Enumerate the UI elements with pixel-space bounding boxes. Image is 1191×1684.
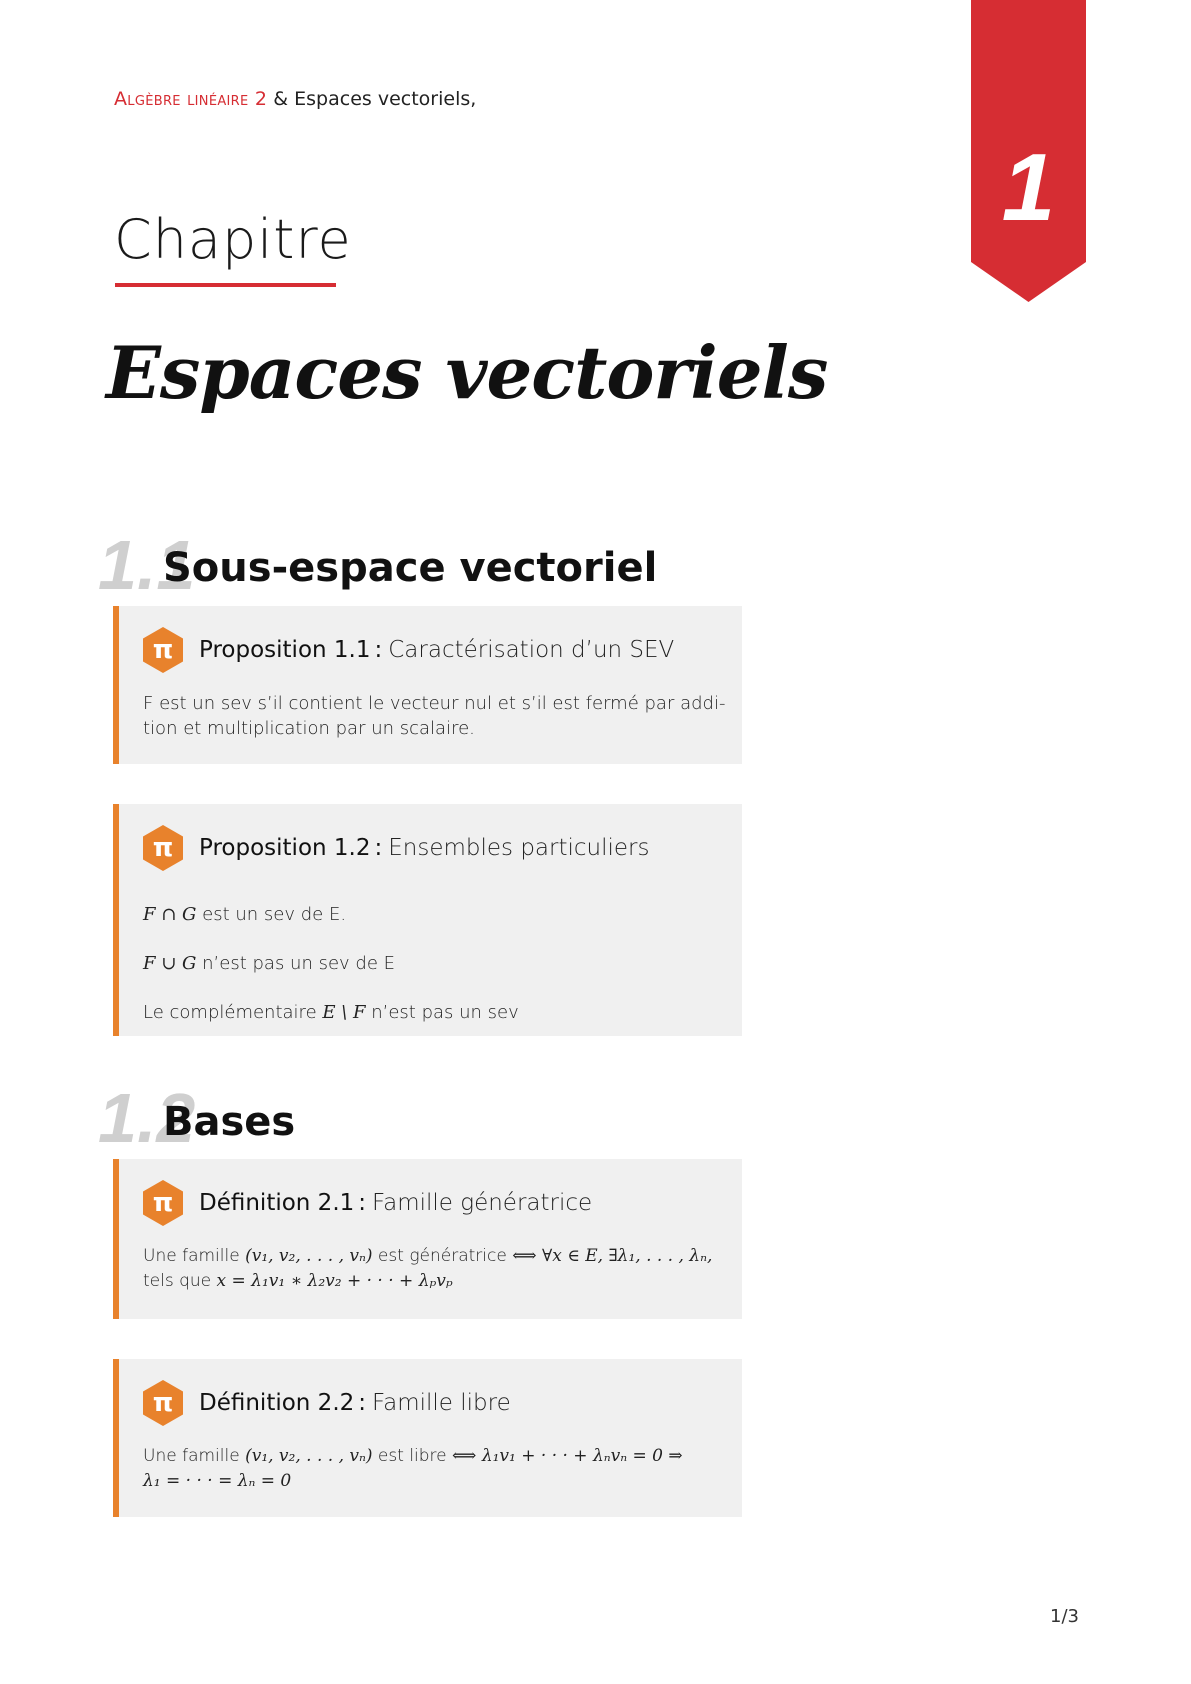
line-text: Le complémentaire [143,1002,323,1023]
proposition-box [113,606,742,764]
box-separator: : [374,637,383,663]
math-expression: E \ F [322,1002,366,1023]
chapter-title: Espaces vectoriels [106,330,828,415]
box-separator: : [358,1390,367,1416]
box-title: Famille génératrice [372,1190,593,1216]
definition-box [113,1359,742,1517]
math-expression: ⟺ ∀x ∈ E, ∃λ₁, . . . , λₙ, [512,1246,713,1266]
box-title: Ensembles particuliers [388,835,650,861]
box-line [143,939,732,988]
page-number: 1/3 [1050,1606,1079,1627]
box-kind: Proposition 1.1 [199,637,371,663]
box-kind: Définition 2.2 [199,1390,355,1416]
line-text: Une famille [143,1446,246,1466]
line-text: n’est pas un sev de E [196,953,396,974]
pi-icon: π [143,1180,183,1226]
box-body [143,1444,732,1494]
header-topic: Espaces vectoriels, [294,88,477,110]
math-expression: F ∪ G [143,953,197,974]
box-line [143,1469,732,1494]
math-expression: ⟺ λ₁v₁ + · · · + λₙvₙ = 0 ⇒ [452,1446,683,1466]
box-line [143,1269,732,1294]
section-title: Sous-espace vectoriel [163,545,658,591]
math-expression: (v₁, v₂, . . . , vₙ) [245,1246,373,1266]
math-expression: λ₁ = · · · = λₙ = 0 [143,1471,292,1491]
proposition-box [113,804,742,1036]
pi-icon: π [143,825,183,871]
box-line [143,1244,732,1269]
running-header [114,88,476,110]
box-separator: : [358,1190,367,1216]
box-line [143,1444,732,1469]
line-text: tels que [143,1271,217,1291]
box-line: tion et multiplication par un scalaire. [143,718,475,739]
pi-icon: π [143,1380,183,1426]
box-body [143,1244,732,1294]
box-kind: Proposition 1.2 [199,835,371,861]
section-title: Bases [163,1099,296,1145]
definition-box [113,1159,742,1319]
box-header [143,824,649,872]
header-separator: & [267,88,295,110]
section-number: 1.1 [98,526,196,604]
math-expression: x = λ₁v₁ ∗ λ₂v₂ + · · · + λₚvₚ [216,1271,453,1291]
chapter-label: Chapitre [114,208,352,271]
box-body [143,890,732,1037]
line-text: est libre [372,1446,453,1466]
section-number: 1.2 [98,1079,196,1157]
box-title: Caractérisation d’un SEV [388,637,675,663]
box-kind: Définition 2.1 [199,1190,355,1216]
box-title: Famille libre [372,1390,511,1416]
pi-icon: π [143,627,183,673]
header-subject: Algèbre linéaire 2 [114,88,268,110]
line-text: n’est pas un sev [365,1002,519,1023]
box-separator: : [374,835,383,861]
box-body [143,691,732,741]
box-line [143,988,732,1037]
chapter-label-underline [115,283,336,287]
box-line [143,890,732,939]
box-header [143,1179,592,1227]
line-text: est génératrice [372,1246,513,1266]
line-text: Une famille [143,1246,246,1266]
chapter-number: 1 [1001,134,1056,241]
math-expression: (v₁, v₂, . . . , vₙ) [245,1446,373,1466]
box-header [143,1379,511,1427]
line-text: est un sev de E. [196,904,347,925]
box-line: F est un sev s’il contient le vecteur nul et s’il est fermé par addi- [143,693,726,714]
math-expression: F ∩ G [143,904,197,925]
box-header [143,626,674,674]
